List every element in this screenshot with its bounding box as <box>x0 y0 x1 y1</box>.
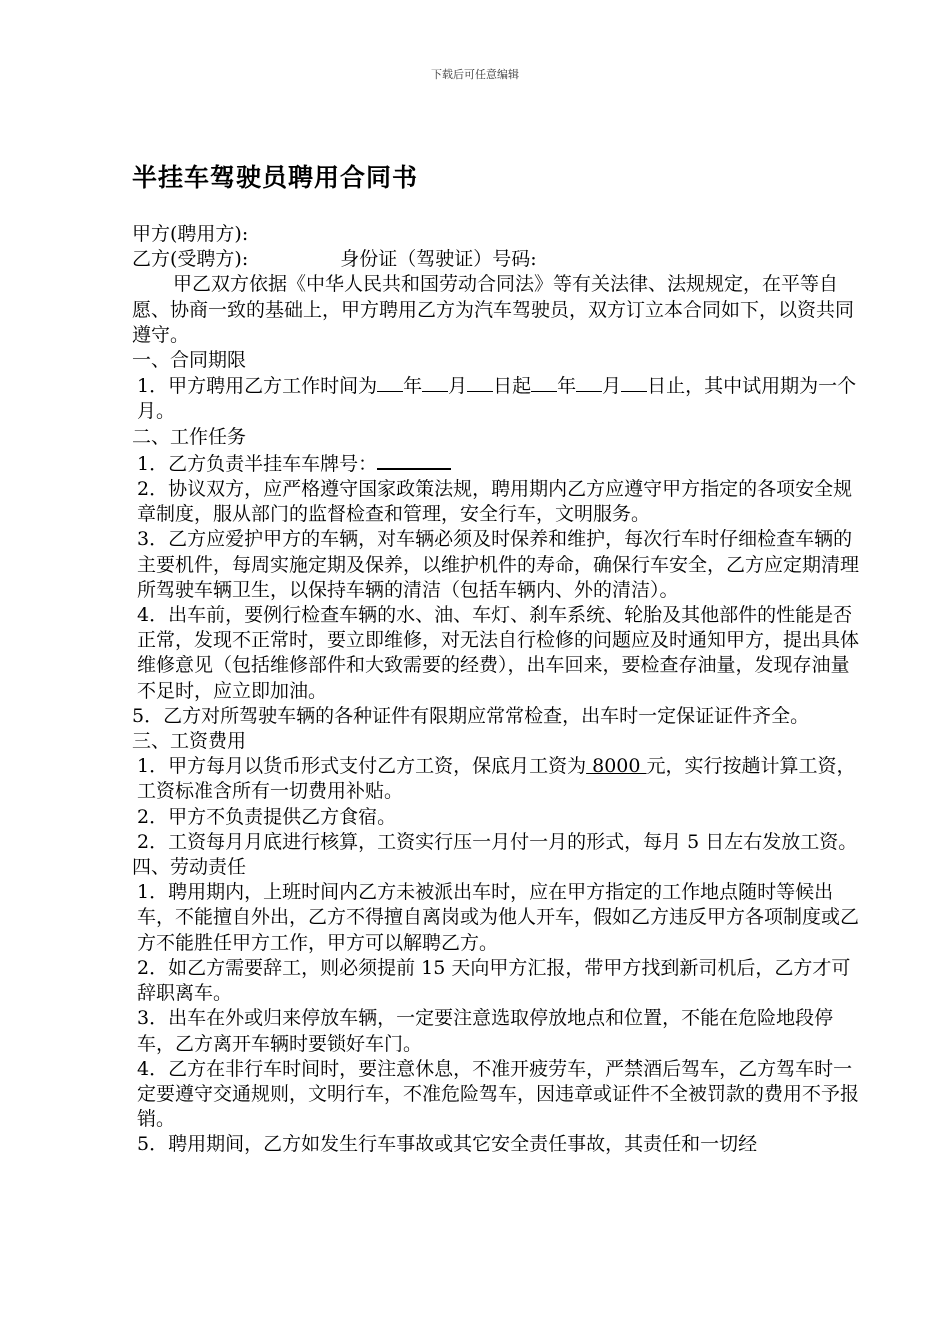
party-b-line <box>132 247 862 272</box>
start-year-blank <box>377 373 403 392</box>
plate-number-blank <box>377 450 451 470</box>
section-1-title: 一、合同期限 <box>132 349 247 372</box>
year-char: 年 <box>557 375 577 398</box>
start-day-char: 日起 <box>493 375 532 398</box>
salary-text-start: 1．甲方每月以货币形式支付乙方工资，保底月工资为 <box>137 755 587 778</box>
section-1-item-1 <box>132 373 862 424</box>
intro-paragraph: 甲乙双方依据《中华人民共和国劳动合同法》等有关法律、法规规定，在平等自愿、协商一致的基础上，甲方聘用乙方为汽车驾驶员，双方订立本合同如下，以资共同遵守。 <box>132 273 855 346</box>
section-4-item-4: 4．乙方在非行车时间时，要注意休息，不准开疲劳车，严禁酒后驾车，乙方驾车时一定要遵守交通规则，文明行车，不准危险驾车，因违章或证件不全被罚款的费用不予报销。 <box>137 1057 860 1131</box>
section-3-title: 三、工资费用 <box>132 730 247 753</box>
section-3-item-3: 2．工资每月月底进行核算，工资实行压一月付一月的形式，每月 5 日左右发放工资。 <box>137 830 858 853</box>
salary-amount: 8000 <box>586 755 647 778</box>
term-text-start: 1．甲方聘用乙方工作时间为 <box>137 375 378 398</box>
section-2-item-5: 5．乙方对所驾驶车辆的各种证件有限期应常常检查，出车时一定保证证件齐全。 <box>132 704 810 727</box>
section-2-item-2: 2．协议双方，应严格遵守国家政策法规，聘用期内乙方应遵守甲方指定的各项安全规章制度，服从部门的监督检查和管理，安全行车，文明服务。 <box>137 478 853 526</box>
salary-text-end: 元，实行按趟计算工资，工资标准含所有一切费用补贴。 <box>137 755 856 803</box>
party-b-label: 乙方(受聘方): <box>132 248 249 271</box>
month-char: 月 <box>448 375 468 398</box>
document-body <box>132 222 862 1158</box>
section-4-item-2: 2．如乙方需要辞工，则必须提前 15 天向甲方汇报，带甲方找到新司机后，乙方才可辞职离车。 <box>137 956 851 1005</box>
year-char: 年 <box>403 375 423 398</box>
end-month-blank <box>576 373 602 392</box>
plate-label: 1．乙方负责半挂车车牌号： <box>137 452 378 475</box>
section-4-item-1: 1．聘用期内，上班时间内乙方未被派出车时，应在甲方指定的工作地点随时等候出车，不能擅自外出，乙方不得擅自离岗或为他人开车，假如乙方违反甲方各项制度或乙方不能胜任甲方工作，甲方可以解聘乙方。 <box>137 881 860 954</box>
section-3-item-2: 2．甲方不负责提供乙方食宿。 <box>137 805 397 828</box>
id-number-label: 身份证（驾驶证）号码: <box>340 248 537 271</box>
section-3-item-1 <box>132 754 862 804</box>
term-text-end: 日止，其中试用期为一个月。 <box>137 375 857 423</box>
start-day-blank <box>467 373 493 392</box>
section-2-item-4: 4．出车前，要例行检查车辆的水、油、车灯、刹车系统、轮胎及其他部件的性能是否正常，发现不正常时，要立即维修，对无法自行检修的问题应及时通知甲方，提出具体维修意见（包括维修部件和大致需要的经费），出车回来，要检查存油量，发现存油量不足时，应立即加油。 <box>137 604 860 702</box>
section-2-item-1 <box>132 450 862 477</box>
party-a-line: 甲方(聘用方): <box>132 223 249 245</box>
section-2-title: 二、工作任务 <box>132 425 247 448</box>
month-char: 月 <box>602 375 622 398</box>
end-day-blank <box>621 373 647 392</box>
section-4-item-3: 3．出车在外或归来停放车辆，一定要注意选取停放地点和位置，不能在危险地段停车，乙方离开车辆时要锁好车门。 <box>137 1007 834 1055</box>
start-month-blank <box>422 373 448 392</box>
end-year-blank <box>531 373 557 392</box>
section-2-item-3: 3．乙方应爱护甲方的车辆，对车辆必须及时保养和维护，每次行车时仔细检查车辆的主要机件，每周实施定期及保养，以维护机件的寿命，确保行车安全，乙方应定期清理所驾驶车辆卫生，以保持车辆的清洁（包括车辆内、外的清洁）。 <box>137 528 860 601</box>
header-note: 下载后可任意编辑 <box>431 68 519 81</box>
section-4-item-5: 5．聘用期间，乙方如发生行车事故或其它安全责任事故，其责任和一切经 <box>137 1133 758 1156</box>
document-title: 半挂车驾驶员聘用合同书 <box>132 163 419 192</box>
section-4-title: 四、劳动责任 <box>132 856 247 879</box>
